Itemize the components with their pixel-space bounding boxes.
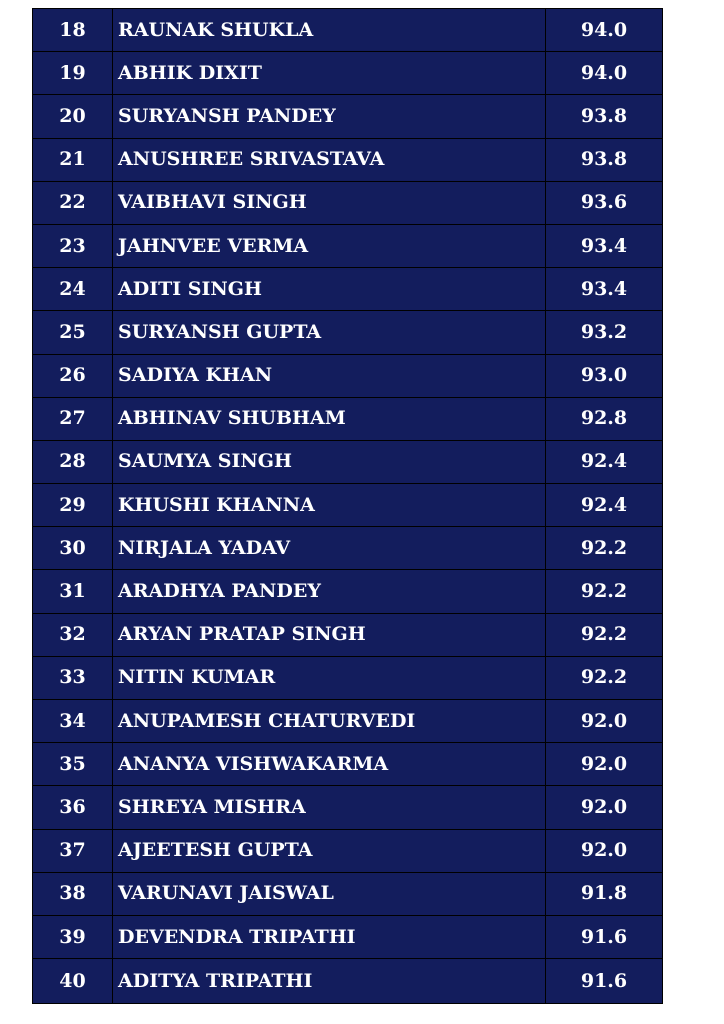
score-cell: 93.2	[546, 311, 663, 354]
score-cell: 94.0	[546, 52, 663, 95]
name-cell: NIRJALA YADAV	[113, 527, 546, 570]
name-cell: ABHIK DIXIT	[113, 52, 546, 95]
rank-cell: 25	[33, 311, 113, 354]
name-cell: ARADHYA PANDEY	[113, 570, 546, 613]
rank-cell: 30	[33, 527, 113, 570]
table-row	[33, 743, 663, 786]
results-table	[32, 8, 663, 1004]
score-cell: 92.2	[546, 527, 663, 570]
score-cell: 92.2	[546, 656, 663, 699]
results-table-body	[33, 9, 663, 1004]
table-row	[33, 311, 663, 354]
score-cell: 91.6	[546, 915, 663, 958]
score-cell: 93.8	[546, 95, 663, 138]
table-row	[33, 570, 663, 613]
name-cell: VARUNAVI JAISWAL	[113, 872, 546, 915]
table-row	[33, 52, 663, 95]
score-cell: 93.4	[546, 268, 663, 311]
name-cell: SURYANSH GUPTA	[113, 311, 546, 354]
name-cell: ARYAN PRATAP SINGH	[113, 613, 546, 656]
rank-cell: 40	[33, 959, 113, 1004]
table-row	[33, 224, 663, 267]
name-cell: JAHNVEE VERMA	[113, 224, 546, 267]
rank-cell: 26	[33, 354, 113, 397]
table-row	[33, 181, 663, 224]
table-row	[33, 786, 663, 829]
rank-cell: 28	[33, 440, 113, 483]
rank-cell: 27	[33, 397, 113, 440]
name-cell: ANANYA VISHWAKARMA	[113, 743, 546, 786]
rank-cell: 18	[33, 9, 113, 52]
score-cell: 92.4	[546, 484, 663, 527]
rank-cell: 38	[33, 872, 113, 915]
name-cell: SHREYA MISHRA	[113, 786, 546, 829]
table-row	[33, 700, 663, 743]
name-cell: ANUSHREE SRIVASTAVA	[113, 138, 546, 181]
score-cell: 92.2	[546, 613, 663, 656]
score-cell: 93.6	[546, 181, 663, 224]
score-cell: 93.0	[546, 354, 663, 397]
table-row	[33, 440, 663, 483]
score-cell: 92.0	[546, 829, 663, 872]
rank-cell: 35	[33, 743, 113, 786]
name-cell: DEVENDRA TRIPATHI	[113, 915, 546, 958]
name-cell: ANUPAMESH CHATURVEDI	[113, 700, 546, 743]
score-cell: 92.0	[546, 700, 663, 743]
rank-cell: 34	[33, 700, 113, 743]
rank-cell: 19	[33, 52, 113, 95]
name-cell: KHUSHI KHANNA	[113, 484, 546, 527]
score-cell: 91.6	[546, 959, 663, 1004]
score-cell: 92.4	[546, 440, 663, 483]
table-row	[33, 915, 663, 958]
name-cell: SADIYA KHAN	[113, 354, 546, 397]
name-cell: ADITYA TRIPATHI	[113, 959, 546, 1004]
score-cell: 94.0	[546, 9, 663, 52]
rank-cell: 36	[33, 786, 113, 829]
rank-cell: 22	[33, 181, 113, 224]
rank-cell: 33	[33, 656, 113, 699]
rank-cell: 20	[33, 95, 113, 138]
rank-cell: 24	[33, 268, 113, 311]
name-cell: NITIN KUMAR	[113, 656, 546, 699]
score-cell: 92.8	[546, 397, 663, 440]
table-row	[33, 872, 663, 915]
table-row	[33, 959, 663, 1004]
score-cell: 93.8	[546, 138, 663, 181]
score-cell: 92.0	[546, 743, 663, 786]
table-row	[33, 397, 663, 440]
table-row	[33, 354, 663, 397]
score-cell: 92.2	[546, 570, 663, 613]
table-row	[33, 138, 663, 181]
table-row	[33, 613, 663, 656]
name-cell: ABHINAV SHUBHAM	[113, 397, 546, 440]
score-cell: 93.4	[546, 224, 663, 267]
rank-cell: 37	[33, 829, 113, 872]
table-row	[33, 95, 663, 138]
name-cell: SAUMYA SINGH	[113, 440, 546, 483]
table-row	[33, 484, 663, 527]
name-cell: VAIBHAVI SINGH	[113, 181, 546, 224]
table-row	[33, 656, 663, 699]
name-cell: SURYANSH PANDEY	[113, 95, 546, 138]
rank-cell: 31	[33, 570, 113, 613]
rank-cell: 32	[33, 613, 113, 656]
table-row	[33, 9, 663, 52]
rank-cell: 39	[33, 915, 113, 958]
rank-cell: 23	[33, 224, 113, 267]
rank-cell: 21	[33, 138, 113, 181]
score-cell: 92.0	[546, 786, 663, 829]
name-cell: ADITI SINGH	[113, 268, 546, 311]
name-cell: RAUNAK SHUKLA	[113, 9, 546, 52]
name-cell: AJEETESH GUPTA	[113, 829, 546, 872]
score-cell: 91.8	[546, 872, 663, 915]
table-row	[33, 268, 663, 311]
rank-cell: 29	[33, 484, 113, 527]
table-row	[33, 527, 663, 570]
table-row	[33, 829, 663, 872]
